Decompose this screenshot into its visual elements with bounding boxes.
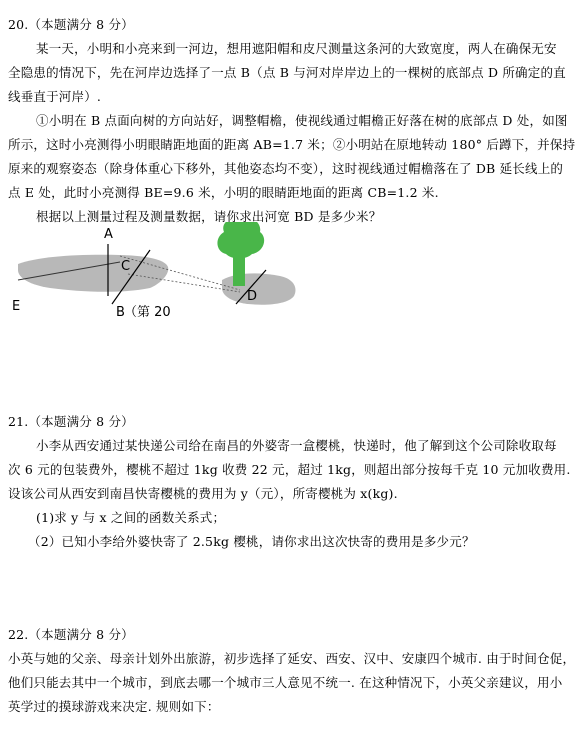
q20-paragraph1-line2: 全隐患的情况下，先在河岸边选择了一点 B（点 B 与河对岸岸边上的一棵树的底部点 D 所确定的直 (8, 65, 566, 80)
label-b: B (116, 305, 125, 320)
q20-paragraph2-line3: 原来的观察姿态（除身体重心下移外，其他姿态均不变），这时视线通过帽檐落在了 DB 延长线上的 (8, 161, 564, 176)
q20-paragraph2-line1: ①小明在 B 点面向树的方向站好，调整帽檐，使视线通过帽檐正好落在树的底部点 D 处，如图 (36, 113, 568, 128)
q21-line3: 设该公司从西安到南昌快寄樱桃的费用为 y（元），所寄樱桃为 x(kg). (8, 486, 398, 501)
q22-line3: 英学过的摸球游戏来决定. 规则如下： (8, 699, 220, 714)
q20-figure (0, 222, 320, 332)
label-e: E (12, 299, 21, 314)
q21-header: 21.（本题满分 8 分） (8, 414, 134, 429)
left-ground-shading (18, 255, 168, 292)
q21-sub2: （2）已知小李给外婆快寄了 2.5kg 樱桃，请你求出这次快寄的费用是多少元？ (28, 534, 475, 549)
q20-paragraph2-line4: 点 E 处，此时小亮测得 BE=9.6 米，小明的眼睛距地面的距离 CB=1.2 米. (8, 185, 439, 200)
q22-line1: 小英与她的父亲、母亲计划外出旅游，初步选择了延安、西安、汉中、安康四个城市. 由于时间仓促， (8, 651, 576, 666)
figure-caption: （第 20 (124, 305, 171, 320)
tree-crown (217, 222, 264, 259)
q20-question: 根据以上测量过程及测量数据，请你求出河宽 BD 是多少米？ (36, 209, 382, 224)
q22-header: 22.（本题满分 8 分） (8, 627, 134, 642)
q22-line2: 他们只能去其中一个城市，到底去哪一个城市三人意见不统一. 在这种情况下，小英父亲建议，用小 (8, 675, 563, 690)
q20-paragraph1-line3: 线垂直于河岸）. (8, 89, 102, 104)
q20-header: 20.（本题满分 8 分） (8, 17, 134, 32)
label-a: A (104, 227, 113, 242)
q20-paragraph2-line2: 所示，这时小亮测得小明眼睛距地面的距离 AB=1.7 米；②小明站在原地转动 180° 后蹲下，并保持 (8, 137, 576, 152)
label-c: C (121, 259, 131, 274)
label-d: D (247, 289, 258, 304)
q20-paragraph1-line1: 某一天，小明和小亮来到一河边，想用遮阳帽和皮尺测量这条河的大致宽度，两人在确保无安 (36, 41, 557, 56)
q21-sub1: (1)求 y 与 x 之间的函数关系式； (36, 510, 226, 525)
q21-line2: 次 6 元的包装费外，樱桃不超过 1kg 收费 22 元，超过 1kg，则超出部分按每千克 10 元加收费用. (8, 462, 571, 477)
q21-line1: 小李从西安通过某快递公司给在南昌的外婆寄一盒樱桃，快递时，他了解到这个公司除收取每 (36, 438, 557, 453)
